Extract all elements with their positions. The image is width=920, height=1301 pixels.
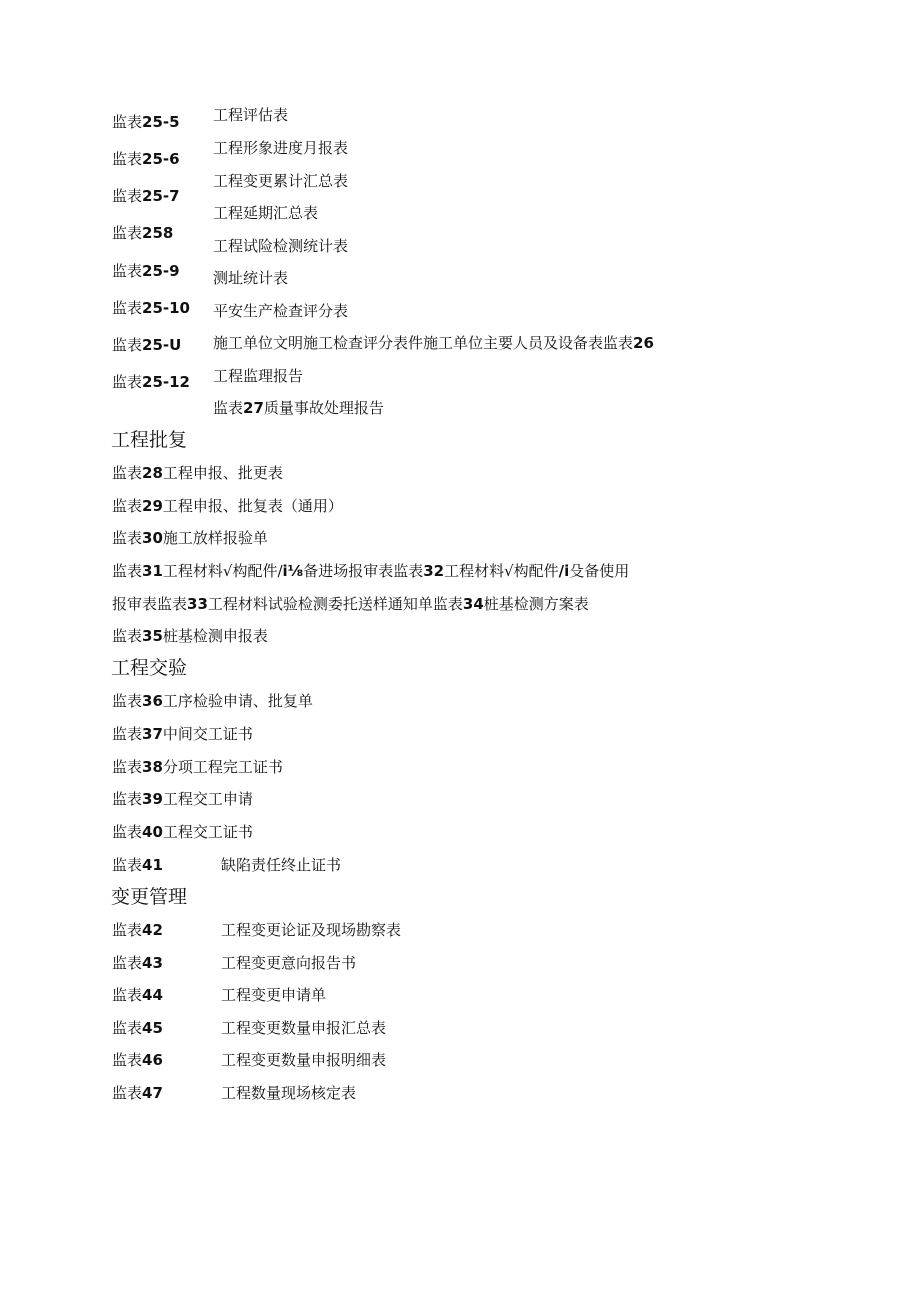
section-heading-approval: 工程批复	[111, 429, 188, 451]
form-item-35: 监表35桩基检测申报表	[112, 627, 268, 645]
form-item-29: 监表29工程申报、批复表（通用）	[112, 497, 343, 515]
form-code-25-5: 监表25-5	[112, 113, 180, 131]
form-item-38: 监表38分项工程完工证书	[112, 758, 283, 776]
form-item-42: 监表42 工程变更论证及现场勘察表	[112, 921, 402, 939]
form-item-30: 监表30施工放样报验单	[112, 529, 268, 547]
form-item-45: 监表45 工程变更数量申报汇总表	[112, 1019, 387, 1037]
form-item-28: 监表28工程申报、批更表	[112, 464, 283, 482]
form-title-change-summary: 工程变更累计汇总表	[213, 172, 349, 190]
form-item-43: 监表43 工程变更意向报告书	[112, 954, 357, 972]
form-code-25-7: 监表25-7	[112, 187, 180, 205]
form-item-37: 监表37中间交工证书	[112, 725, 253, 743]
form-code-25-9: 监表25-9	[112, 262, 180, 280]
form-title-supervision-report: 工程监理报告	[213, 367, 304, 385]
form-title-test-statistics: 工程试险检测统计表	[213, 237, 349, 255]
form-item-46: 监表46 工程变更数量申报明细表	[112, 1051, 387, 1069]
form-item-41: 监表41 缺陷责任终止证书	[112, 856, 342, 874]
form-title-delay-summary: 工程延期汇总表	[213, 204, 319, 222]
form-title-survey-statistics: 测址统计表	[213, 269, 289, 287]
form-title-assessment: 工程评估表	[213, 106, 289, 124]
section-heading-change-management: 变更管理	[111, 886, 188, 908]
form-code-25-12: 监表25-12	[112, 373, 190, 391]
form-code-25-10: 监表25-10	[112, 299, 190, 317]
form-code-25-u: 监表25-U	[112, 336, 182, 354]
form-title-quality-accident: 监表27质量事故处理报告	[213, 399, 384, 417]
form-item-33-34: 报审表监表33工程材料试验检测委托送样通知单监表34桩基检测方案表	[112, 595, 589, 613]
form-code-25-6: 监表25-6	[112, 150, 180, 168]
section-heading-acceptance: 工程交验	[111, 657, 188, 679]
form-item-44: 监表44 工程变更申请单	[112, 986, 327, 1004]
form-item-40: 监表40工程交工证书	[112, 823, 253, 841]
form-code-258: 监表258	[112, 224, 174, 242]
form-title-progress-report: 工程形象进度月报表	[213, 139, 349, 157]
form-item-31-32: 监表31工程材料√构配件/i⅛备进场报审表监表32工程材料√构配件/i殳备使用	[112, 562, 630, 580]
form-item-36: 监表36工序检验申请、批复单	[112, 692, 313, 710]
form-title-safety-score: 平安生产检查评分表	[213, 302, 349, 320]
form-title-civilized-construction: 施工单位文明施工检查评分表件施工单位主要人员及设备表监表26	[213, 334, 654, 352]
form-item-47: 监表47 工程数量现场核定表	[112, 1084, 357, 1102]
form-item-39: 监表39工程交工申请	[112, 790, 253, 808]
